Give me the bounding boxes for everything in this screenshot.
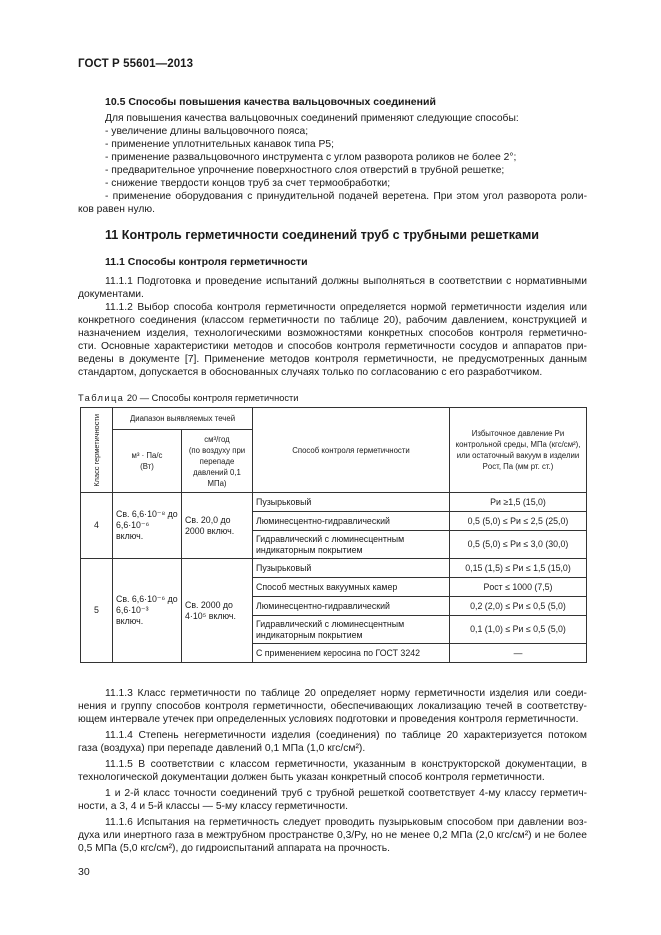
paragraph-line: 11.1.4 Степень негерметичности изделия (соединения) по таблице 20 характеризуется потоком [105, 730, 587, 741]
paragraph-line: 1 и 2-й класс точности соединений труб с трубной решеткой соответствует 4-му классу герметич- [105, 788, 587, 799]
header-pressure: Избыточное давление Pи контрольной среды, МПа (кгс/см²), или остаточный вакуум в изделии Pост, Па (мм рт. ст.) [450, 408, 587, 493]
class-4-m3: Св. 6,6·10⁻⁸ до 6,6·10⁻⁶ включ. [113, 493, 182, 559]
list-item: - предварительное упрочнение поверхностного слоя отверстий в трубной решетке; [105, 165, 505, 176]
class-5: 5 [81, 559, 113, 663]
table-row-method: С применением керосина по ГОСТ 3242 [253, 644, 450, 663]
paragraph-line: ведены в документе [7]. Применение методов контроля герметичности, не предусмотренных данным [78, 354, 587, 365]
paragraph-line: 11.1.1 Подготовка и проведение испытаний должны выполняться в соответствии с нормативными [105, 276, 587, 287]
list-item-continuation: ков равен нулю. [78, 204, 155, 215]
class-5-m3: Св. 6,6·10⁻⁶ до 6,6·10⁻³ включ. [113, 559, 182, 663]
paragraph-line: документами. [78, 289, 144, 300]
header-range: Диапазон выявляемых течей [113, 408, 253, 430]
class-5-cm3: Св. 2000 до 4·10⁵ включ. [182, 559, 253, 663]
section-11-1-title: 11.1 Способы контроля герметичности [105, 256, 308, 268]
paragraph-line: 11.1.2 Выбор способа контроля герметичности определяется нормой герметичности изделия или [105, 302, 587, 313]
header-class: Класс герметичности [81, 408, 113, 493]
paragraph-line: 11.1.5 В соответствии с классом герметичности, указанным в конструкторской документации, в [105, 759, 587, 770]
table-row-method: Пузырьковый [253, 559, 450, 578]
list-item: - применение развальцовочного инструмента с углом разворота роликов не более 2°; [105, 152, 517, 163]
table-row-pressure: 0,1 (1,0) ≤ Pи ≤ 0,5 (5,0) [450, 616, 587, 644]
table-row-method: Люминесцентно-гидравлический [253, 597, 450, 616]
section-11-title: 11 Контроль герметичности соединений труб с трубными решетками [105, 228, 540, 242]
paragraph-line: стандартом, допускается в обоснованных случаях только по согласованию с его разработчиком. [78, 367, 543, 378]
paragraph-line: газа (воздуха) при перепаде давлений 0,1 МПа (1,0 кгс/см²). [78, 743, 366, 754]
paragraph-line: назначением изделия, технологическими возможностями конкретных способов контроля герметично- [78, 328, 587, 339]
header-method: Способ контроля герметичности [253, 408, 450, 493]
table-caption-word: Таблица [78, 393, 125, 403]
paragraph-line: конкретного соединения (классом герметичности по таблице 20), рабочим давлением, конструкцией и [78, 315, 587, 326]
table-caption [78, 393, 298, 403]
paragraph-line: ности, а 3, 4 и 5-й классы — 5-му классу герметичности. [78, 801, 349, 812]
leak-control-table [80, 407, 587, 663]
header-m3: м³ · Па/с (Вт) [113, 430, 182, 493]
class-4: 4 [81, 493, 113, 559]
list-item: - увеличение длины вальцовочного пояса; [105, 126, 309, 137]
paragraph-line: 11.1.6 Испытания на герметичность следует проводить пузырьковым способом при давлении воз- [105, 817, 587, 828]
list-item: - применение оборудования с принудительной подачей веретена. При этом угол разворота роли- [105, 191, 587, 202]
table-row-pressure: 0,5 (5,0) ≤ Pи ≤ 3,0 (30,0) [450, 531, 587, 559]
paragraph-line: 0,5 МПа (5,0 кгс/см²), до гидроиспытаний аппарата на прочность. [78, 843, 390, 854]
table-row-pressure: 0,15 (1,5) ≤ Pи ≤ 1,5 (15,0) [450, 559, 587, 578]
table-row-pressure: Pи ≥1,5 (15,0) [450, 493, 587, 512]
table-row-method: Гидравлический с люминесцентным индикаторным покрытием [253, 531, 450, 559]
section-10-5-title: 10.5 Способы повышения качества вальцовочных соединений [105, 96, 436, 108]
paragraph-line: духа или инертного газа в межтрубном пространстве 0,3/Pу, но не менее 0,2 МПа (2,0 кгс/см²) и не более [78, 830, 587, 841]
paragraph-line: технологической документации должен быть указан конкретный способ контроля герметичности. [78, 772, 545, 783]
paragraph-line: нения и группу способов контроля герметичности, обеспечивающих локализацию течей в соответству- [78, 701, 587, 712]
header-cm3: см³/год (по воздуху при перепаде давлений 0,1 МПа) [182, 430, 253, 493]
table-row-method: Люминесцентно-гидравлический [253, 512, 450, 531]
paragraph-line: сти. Основные характеристики методов и способов контроля герметичности сосудов и аппаратов при- [78, 341, 587, 352]
table-caption-text: 20 — Способы контроля герметичности [124, 393, 299, 403]
list-item: - снижение твердости концов труб за счет термообработки; [105, 178, 391, 189]
document-header: ГОСТ Р 55601—2013 [78, 58, 194, 70]
table-row-method: Гидравлический с люминесцентным индикаторным покрытием [253, 616, 450, 644]
table-row-pressure: 0,5 (5,0) ≤ Pи ≤ 2,5 (25,0) [450, 512, 587, 531]
paragraph-line: ющем интервале утечек при определенных условиях подготовки и проведения контроля герметичности. [78, 714, 579, 725]
table-row-pressure: — [450, 644, 587, 663]
table-row-pressure: 0,2 (2,0) ≤ Pи ≤ 0,5 (5,0) [450, 597, 587, 616]
table-row-method: Способ местных вакуумных камер [253, 578, 450, 597]
paragraph-line: 11.1.3 Класс герметичности по таблице 20 определяет норму герметичности изделия или соеди- [105, 688, 587, 699]
page-number: 30 [78, 866, 90, 878]
table-row-pressure: Pост ≤ 1000 (7,5) [450, 578, 587, 597]
section-10-5-intro: Для повышения качества вальцовочных соединений применяют следующие способы: [105, 113, 519, 124]
class-4-cm3: Св. 20,0 до 2000 включ. [182, 493, 253, 559]
list-item: - применение уплотнительных канавок типа Р5; [105, 139, 334, 150]
table-row-method: Пузырьковый [253, 493, 450, 512]
